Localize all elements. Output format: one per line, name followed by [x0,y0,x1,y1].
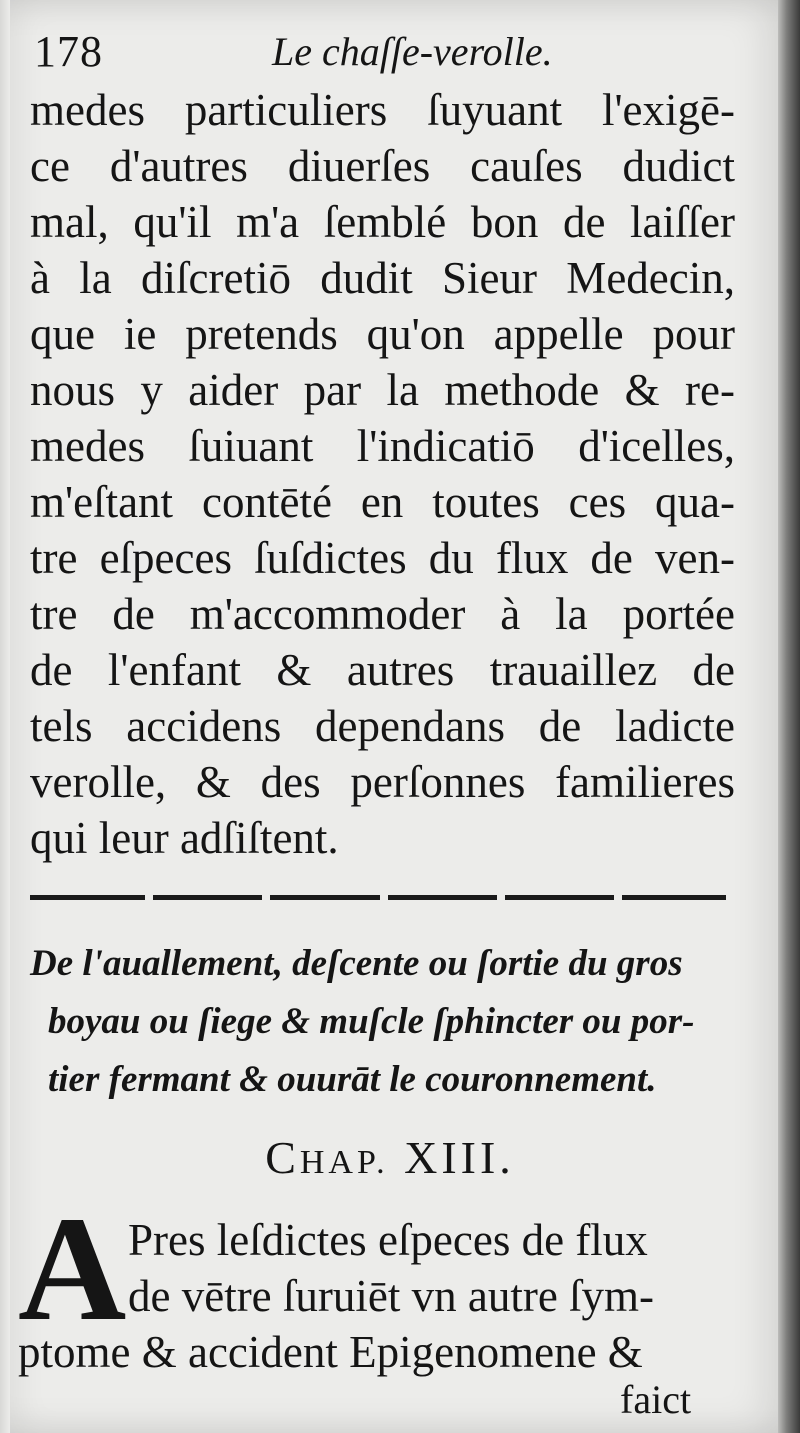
text-line: tre de m'accommoder à la portée [30,589,735,639]
text-line: tre eſpeces ſuſdictes du flux de ven- [30,533,735,583]
page-gutter [0,0,10,1433]
rule-break [614,893,622,902]
chapter-title [0,1128,780,1193]
rule-break [262,893,270,902]
chapter-word: HAP. [299,1144,389,1181]
text-line: nous y aider par la methode & re- [30,365,735,415]
section-heading [30,935,730,1109]
text-line: de l'enfant & autres trauaillez de [30,645,735,695]
page-edge-shadow [778,0,800,1433]
text-line: medes ſuiuant l'indicatiō d'icelles, [30,421,735,471]
chapter-initial: C [265,1132,300,1183]
text-line: à la diſcretiō dudit Sieur Medecin, [30,253,735,303]
heading-line: boyau ou ſiege & muſcle ſphincter ou por- [48,1001,695,1042]
text-line: medes particuliers ſuyuant l'exigē- [30,85,735,135]
text-line: qui leur adſiſtent. [30,813,339,863]
running-title: Le chaſſe-verolle. [272,29,553,74]
catchword: faict [620,1377,692,1422]
text-line: ce d'autres diuerſes cauſes dudict [30,141,735,191]
rule-break [497,893,505,902]
opening-paragraph [18,1186,730,1380]
running-head [34,22,734,82]
text-line: que ie pretends qu'on appelle pour [30,309,735,359]
text-line: ptome & accident Epigenomene & [18,1327,643,1377]
text-line: mal, qu'il m'a ſemblé bon de laiſſer [30,197,735,247]
body-paragraph [30,82,735,866]
heading-line: tier fermant & ouurāt le couronnement. [48,1059,657,1100]
text-line: de vētre ſuruiēt vn autre ſym- [128,1271,655,1321]
text-line: m'eſtant contēté en toutes ces qua- [30,477,735,527]
rule-break [380,893,388,902]
drop-cap: A [18,1186,127,1352]
text-line: verolle, & des perſonnes familieres [30,757,735,807]
text-line: tels accidens dependans de ladicte [30,701,735,751]
rule-break [145,893,153,902]
text-line: Pres leſdictes eſpeces de flux [128,1215,648,1265]
chapter-number: XIII. [404,1132,515,1183]
page-number: 178 [34,27,103,76]
heading-line: De l'auallement, deſcente ou ſortie du gros [30,943,683,984]
